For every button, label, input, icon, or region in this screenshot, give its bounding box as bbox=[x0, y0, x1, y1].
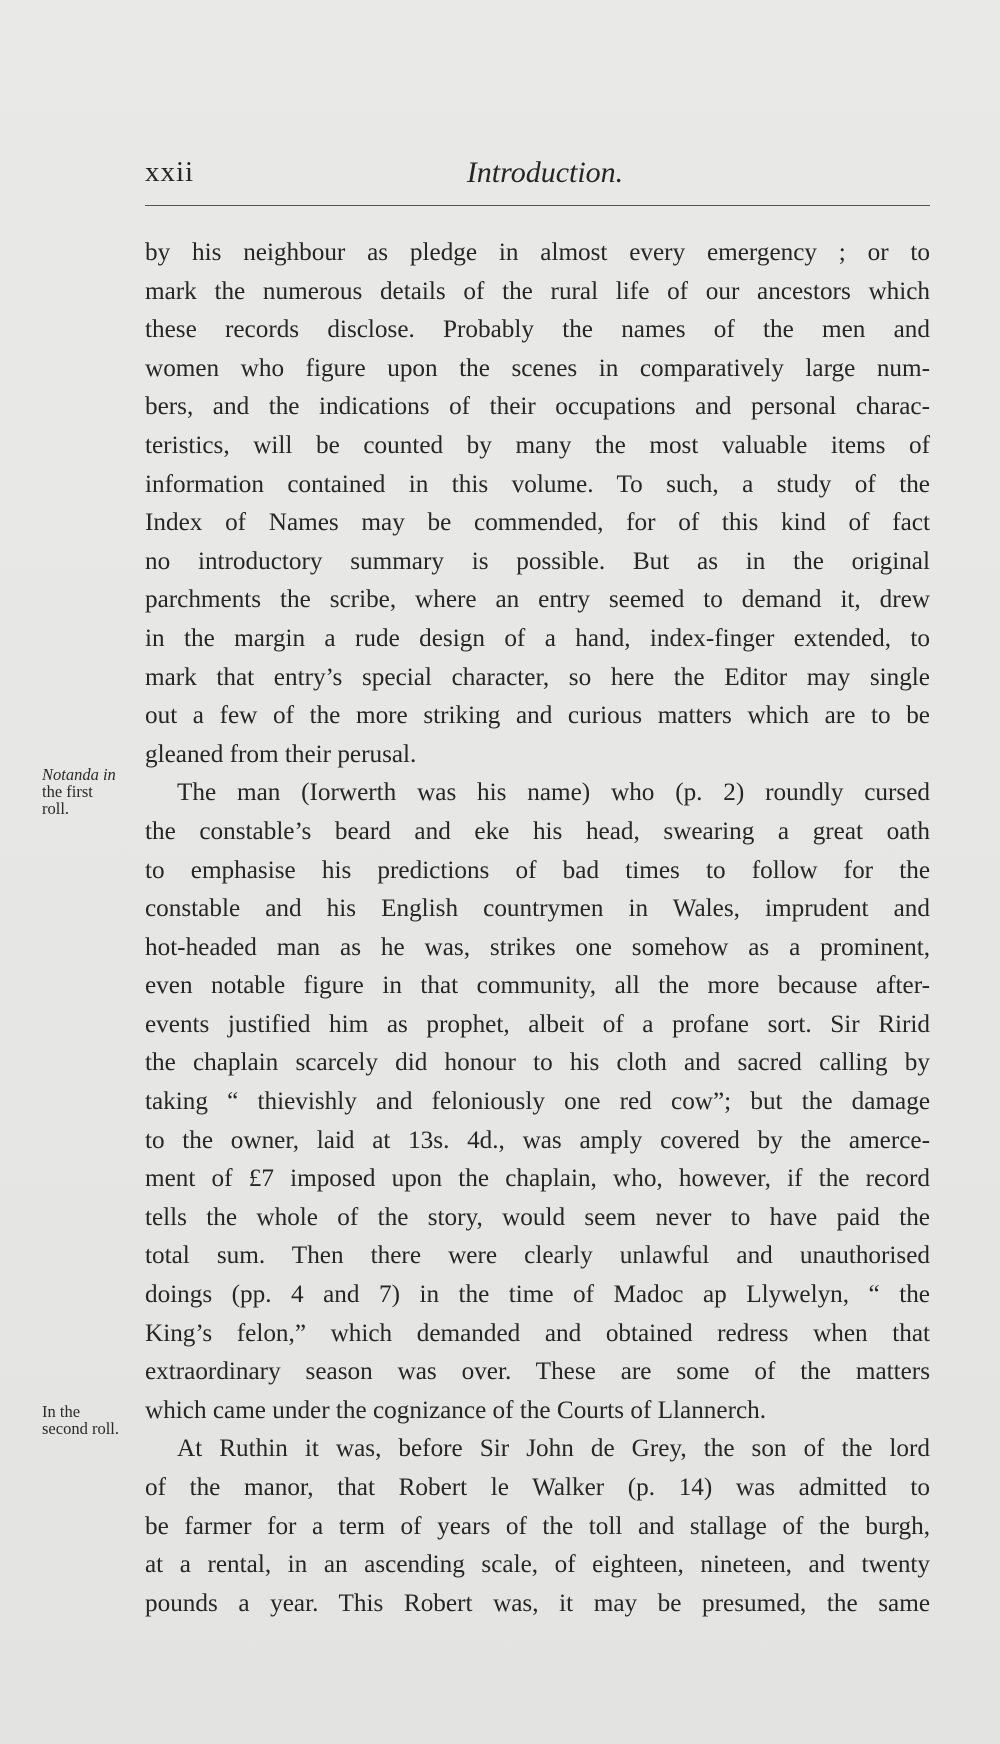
body-text bbox=[145, 234, 930, 1623]
text-line: doings (pp. 4 and 7) in the time of Madoc ap Llywelyn, “ the bbox=[145, 1281, 930, 1309]
text-line: hot-headed man as he was, strikes one somehow as a prominent, bbox=[145, 933, 930, 961]
text-line: taking “ thievishly and feloniously one red cow”; but the damage bbox=[145, 1088, 930, 1116]
page-number: xxii bbox=[145, 156, 195, 188]
text-line: be farmer for a term of years of the toll and stallage of the burgh, bbox=[145, 1512, 930, 1540]
text-line: by his neighbour as pledge in almost every emergency ; or to bbox=[145, 239, 930, 266]
text-line: the constable’s beard and eke his head, swearing a great oath bbox=[145, 817, 930, 845]
running-head: Introduction. bbox=[466, 156, 624, 189]
text-line: constable and his English countrymen in Wales, imprudent and bbox=[145, 895, 930, 923]
margin-note-first-roll bbox=[42, 766, 116, 817]
margin-note-line: roll. bbox=[42, 799, 70, 818]
text-line: women who figure upon the scenes in comparatively large num- bbox=[145, 354, 930, 382]
margin-note-second-roll bbox=[42, 1403, 119, 1437]
text-line: of the manor, that Robert le Walker (p. 14) was admitted to bbox=[145, 1474, 930, 1501]
text-line: extraordinary season was over. These are some of the matters bbox=[145, 1358, 930, 1386]
text-line: Index of Names may be commended, for of this kind of fact bbox=[145, 509, 930, 537]
margin-note-line: Notanda in bbox=[42, 765, 116, 784]
text-line: events justified him as prophet, albeit of a profane sort. Sir Ririd bbox=[145, 1010, 930, 1038]
margin-note-line: second roll. bbox=[42, 1419, 119, 1438]
text-line: ment of £7 imposed upon the chaplain, who, however, if the record bbox=[145, 1165, 930, 1193]
text-line: in the margin a rude design of a hand, index-finger extended, to bbox=[145, 624, 930, 652]
text-line: bers, and the indications of their occupations and personal charac- bbox=[145, 393, 930, 421]
text-line: which came under the cognizance of the Courts of Llannerch. bbox=[145, 1396, 767, 1424]
text-line: information contained in this volume. To such, a study of the bbox=[145, 470, 930, 498]
text-line: pounds a year. This Robert was, it may be presumed, the same bbox=[145, 1589, 930, 1617]
text-line: King’s felon,” which demanded and obtained redress when that bbox=[145, 1319, 930, 1347]
text-line: total sum. Then there were clearly unlawful and unauthorised bbox=[145, 1242, 930, 1270]
text-line: these records disclose. Probably the names of the men and bbox=[145, 316, 930, 344]
text-line: at a rental, in an ascending scale, of eighteen, nineteen, and twenty bbox=[145, 1551, 930, 1579]
text-line: At Ruthin it was, before Sir John de Grey, the son of the lord bbox=[177, 1435, 930, 1463]
text-line: mark the numerous details of the rural life of our ancestors which bbox=[145, 277, 930, 305]
text-line: mark that entry’s special character, so here the Editor may single bbox=[145, 663, 930, 691]
text-line: The man (Iorwerth was his name) who (p. 2) roundly cursed bbox=[177, 779, 930, 807]
text-line: no introductory summary is possible. But as in the original bbox=[145, 547, 930, 575]
text-line: gleaned from their perusal. bbox=[145, 740, 417, 768]
text-line: out a few of the more striking and curious matters which are to be bbox=[145, 702, 930, 730]
text-line: tells the whole of the story, would seem never to have paid the bbox=[145, 1203, 930, 1231]
margin-note-line: the first bbox=[42, 782, 93, 801]
header-rule bbox=[145, 205, 930, 206]
page-header bbox=[145, 156, 930, 196]
margin-note-line: In the bbox=[42, 1402, 81, 1421]
text-line: to the owner, laid at 13s. 4d., was amply covered by the amerce- bbox=[145, 1126, 930, 1154]
text-line: to emphasise his predictions of bad times to follow for the bbox=[145, 856, 930, 884]
text-line: parchments the scribe, where an entry seemed to demand it, drew bbox=[145, 586, 930, 614]
text-line: even notable figure in that community, all the more because after- bbox=[145, 972, 930, 1000]
text-line: the chaplain scarcely did honour to his cloth and sacred calling by bbox=[145, 1049, 930, 1077]
text-line: teristics, will be counted by many the most valuable items of bbox=[145, 431, 930, 459]
